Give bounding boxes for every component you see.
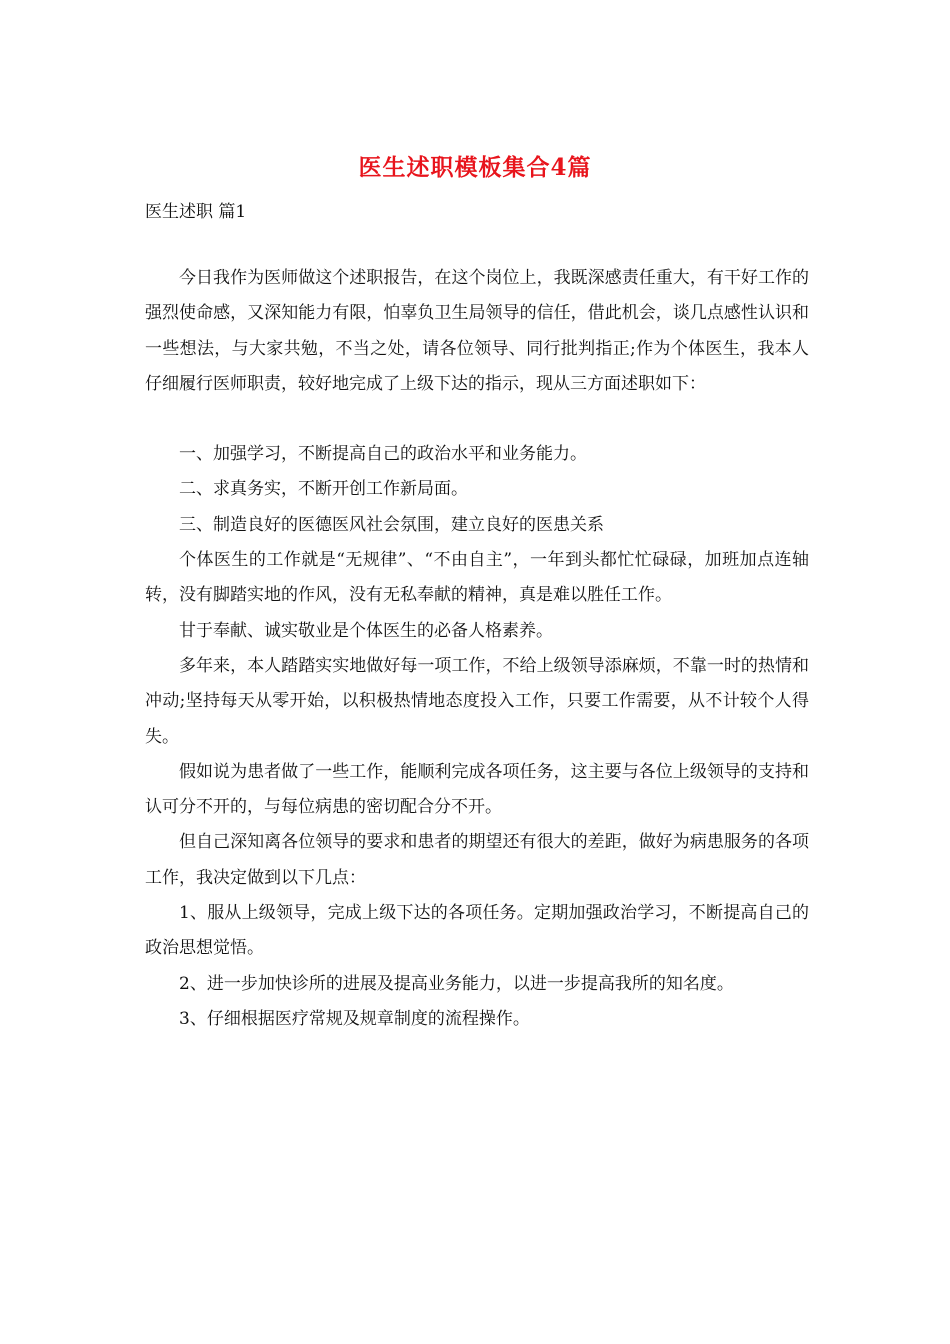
paragraph-gap [145,402,809,437]
paragraph-years: 多年来，本人踏踏实实地做好每一项工作，不给上级领导添麻烦，不靠一时的热情和冲动;坚持每天从零开始，以积极热情地态度投入工作，只要工作需要，从不计较个人得失。 [145,655,809,747]
list-item-3: 3、仔细根据医疗常规及规章制度的流程操作。 [179,1008,530,1029]
section-heading: 医生述职 篇1 [145,202,247,222]
document-body [145,261,809,1037]
paragraph-intro: 今日我作为医师做这个述职报告，在这个岗位上，我既深感责任重大，有干好工作的强烈使命感，又深知能力有限，怕辜负卫生局领导的信任，借此机会，谈几点感性认识和一些想法，与大家共勉，不当之处，请各位领导、同行批判指正;作为个体医生，我本人仔细履行医师职责，较好地完成了上级下达的指示，现从三方面述职如下： [145,268,809,394]
paragraph-support: 假如说为患者做了一些工作，能顺利完成各项任务，这主要与各位上级领导的支持和认可分不开的，与每位病患的密切配合分不开。 [145,761,809,818]
paragraph-dedication: 甘于奉献、诚实敬业是个体医生的必备人格素养。 [179,620,553,641]
document-title: 医生述职模板集合4篇 [358,154,592,181]
paragraph-point-1: 一、加强学习，不断提高自己的政治水平和业务能力。 [179,444,587,465]
paragraph-work-nature: 个体医生的工作就是“无规律”、“不由自主”，一年到头都忙忙碌碌，加班加点连轴转，没有脚踏实地的作风，没有无私奉献的精神，真是难以胜任工作。 [145,550,809,606]
paragraph-point-3: 三、制造良好的医德医风社会氛围，建立良好的医患关系 [179,514,604,535]
list-item-2: 2、进一步加快诊所的进展及提高业务能力，以进一步提高我所的知名度。 [179,973,734,994]
list-item-1: 1、服从上级领导，完成上级下达的各项任务。定期加强政治学习，不断提高自己的政治思想觉悟。 [145,903,809,959]
paragraph-gap-awareness: 但自己深知离各位领导的要求和患者的期望还有很大的差距，做好为病患服务的各项工作，我决定做到以下几点： [145,832,809,888]
paragraph-point-2: 二、求真务实，不断开创工作新局面。 [179,479,468,500]
